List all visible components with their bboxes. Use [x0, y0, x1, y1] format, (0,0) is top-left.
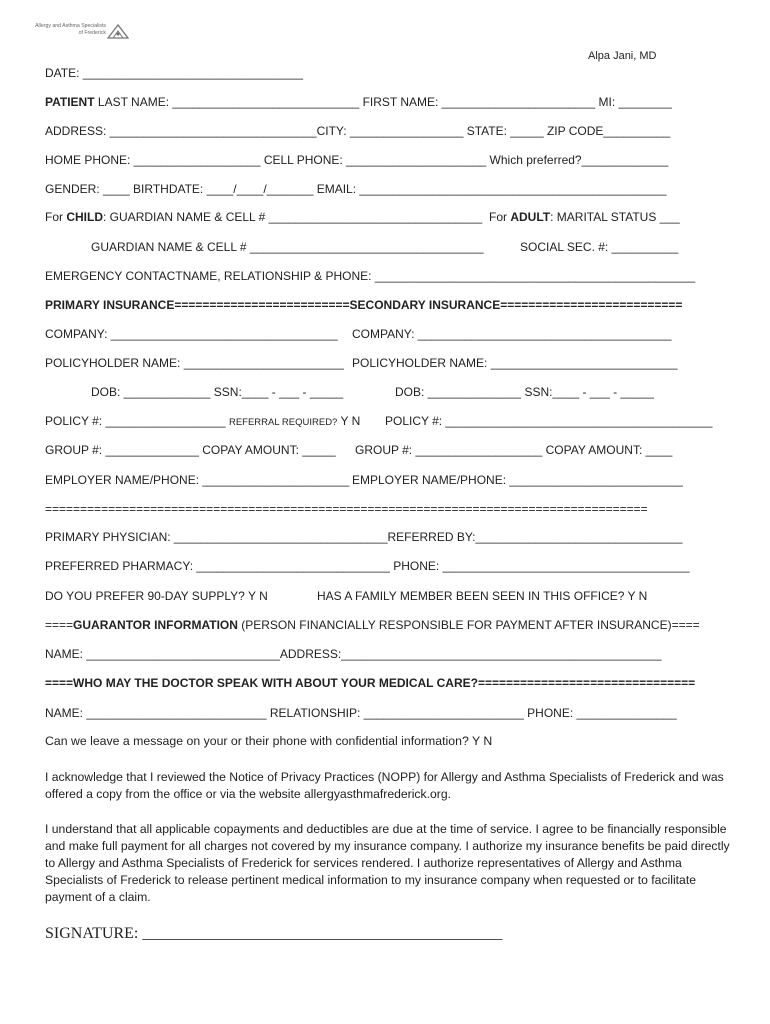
leave-message-question[interactable]: Can we leave a message on your or their phone with confidential information? Y N: [45, 734, 493, 748]
logo-text-line1: Allergy and Asthma Specialists: [35, 23, 106, 29]
privacy-acknowledgement-paragraph: I acknowledge that I reviewed the Notice of Privacy Practices (NOPP) for Allergy and Asthma Specialists of Frederick and was offered a copy from the office or via the website allergyasthmafrederick.org.: [45, 770, 724, 801]
guarantor-prefix: ====: [45, 618, 74, 632]
logo-text: [30, 23, 106, 36]
guardian-name-field[interactable]: GUARDIAN NAME & CELL # ___________________________________: [91, 240, 484, 254]
adult-label: ADULT: [510, 210, 551, 224]
doctor-name: Alpa Jani, MD: [588, 50, 657, 62]
signature-field[interactable]: SIGNATURE: _____________________________________________: [45, 925, 503, 942]
insurance-header: PRIMARY INSURANCE=========================SECONDARY INSURANCE==========================: [45, 298, 683, 312]
adult-prefix: For: [489, 210, 511, 224]
contact-name-relationship-phone-field[interactable]: NAME: ___________________________ RELATIONSHIP: ________________________ PHONE: _______________: [45, 706, 677, 720]
guarantor-label: GUARANTOR INFORMATION: [73, 618, 238, 632]
referral-yn-choice[interactable]: Y N: [340, 414, 361, 428]
primary-policyholder-field[interactable]: POLICYHOLDER NAME: ________________________: [45, 356, 344, 370]
child-label: CHILD: [66, 210, 104, 224]
financial-responsibility-paragraph: I understand that all applicable copayments and deductibles are due at the time of service. I agree to be financially responsible and make full payment for all charges not covered by my insurance company. I authorize my insurance benefits be paid directly to Allergy and Asthma Specialists of Frederick for services rendered. I authorize representatives of Allergy and Asthma Specialists of Frederick to release pertinent medical information to my insurance company when requested or to facilitate payment of a claim.: [45, 822, 730, 904]
marital-status-field[interactable]: : MARITAL STATUS ___: [550, 210, 680, 224]
primary-dob-ssn-field[interactable]: DOB: _____________ SSN:____ - ___ - _____: [91, 385, 344, 399]
patient-name-fields[interactable]: LAST NAME: ____________________________ FIRST NAME: _______________________ MI: ________: [94, 95, 672, 109]
primary-policy-field[interactable]: POLICY #: __________________: [45, 414, 226, 428]
section-separator: ======================================================================================: [45, 502, 648, 516]
gender-birthdate-email-line[interactable]: GENDER: ____ BIRTHDATE: ____/____/_______ EMAIL: ______________________________________________: [45, 182, 667, 196]
practice-logo-icon: [107, 22, 129, 40]
guarantor-name-address-field[interactable]: NAME: _____________________________ADDRESS:________________________________________________: [45, 647, 662, 661]
ninety-day-supply-question[interactable]: DO YOU PREFER 90-DAY SUPPLY? Y N: [45, 589, 268, 603]
patient-label: PATIENT: [45, 95, 95, 109]
date-field[interactable]: DATE: _________________________________: [45, 66, 304, 80]
practice-logo: [30, 22, 130, 44]
family-member-seen-question[interactable]: HAS A FAMILY MEMBER BEEN SEEN IN THIS OFFICE? Y N: [317, 589, 648, 603]
child-guardian-line[interactable]: [45, 210, 482, 224]
primary-group-copay-field[interactable]: GROUP #: ______________ COPAY AMOUNT: _____: [45, 443, 336, 457]
pharmacy-phone-field[interactable]: PREFERRED PHARMACY: _____________________________ PHONE: _____________________________________: [45, 559, 690, 573]
secondary-policyholder-field[interactable]: POLICYHOLDER NAME: ____________________________: [352, 356, 678, 370]
doctor-speak-header: ====WHO MAY THE DOCTOR SPEAK WITH ABOUT YOUR MEDICAL CARE?===============================: [45, 676, 696, 690]
guarantor-header: [45, 618, 700, 632]
child-prefix: For: [45, 210, 67, 224]
emergency-contact-field[interactable]: EMERGENCY CONTACTNAME, RELATIONSHIP & PHONE: ________________________________________________: [45, 269, 696, 283]
primary-policy-line[interactable]: [45, 414, 360, 430]
secondary-policy-field[interactable]: POLICY #: ________________________________________: [385, 414, 713, 428]
logo-text-line2: of Frederick: [78, 29, 106, 36]
phone-line[interactable]: HOME PHONE: ___________________ CELL PHONE: _____________________ Which preferred?_____________: [45, 153, 669, 167]
adult-marital-line[interactable]: [489, 210, 680, 224]
address-line[interactable]: ADDRESS: _______________________________CITY: _________________ STATE: _____ ZIP CODE__________: [45, 124, 671, 138]
secondary-group-copay-field[interactable]: GROUP #: ___________________ COPAY AMOUNT: ____: [355, 443, 673, 457]
secondary-dob-ssn-field[interactable]: DOB: ______________ SSN:____ - ___ - _____: [395, 385, 654, 399]
secondary-company-field[interactable]: COMPANY: ______________________________________: [352, 327, 672, 341]
referral-required-label: REFERRAL REQUIRED?: [228, 417, 338, 428]
primary-employer-field[interactable]: EMPLOYER NAME/PHONE: ______________________: [45, 473, 350, 487]
patient-name-line[interactable]: [45, 95, 672, 109]
primary-company-field[interactable]: COMPANY: __________________________________: [45, 327, 338, 341]
child-guardian-field[interactable]: : GUARDIAN NAME & CELL # ________________________________: [103, 210, 483, 224]
social-security-field[interactable]: SOCIAL SEC. #: __________: [520, 240, 679, 254]
secondary-employer-field[interactable]: EMPLOYER NAME/PHONE: __________________________: [352, 473, 683, 487]
physician-referred-field[interactable]: PRIMARY PHYSICIAN: ________________________________REFERRED BY:_______________________________: [45, 530, 683, 544]
guarantor-note: (PERSON FINANCIALLY RESPONSIBLE FOR PAYMENT AFTER INSURANCE)====: [237, 618, 700, 632]
